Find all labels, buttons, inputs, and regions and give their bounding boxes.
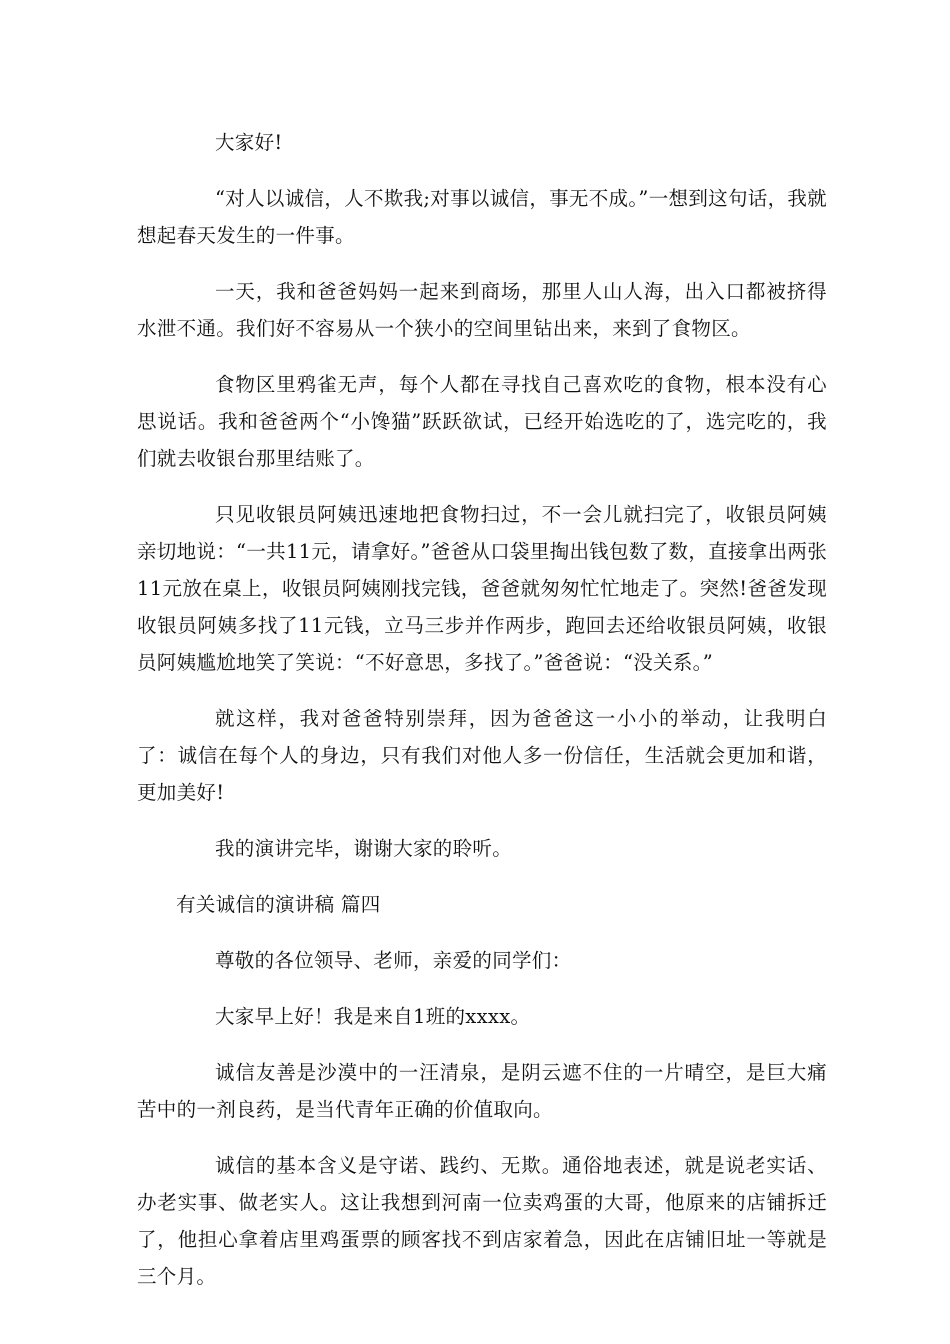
section-heading: 有关诚信的演讲稿 篇四 bbox=[176, 893, 381, 916]
paragraph-quote: “对人以诚信，人不欺我;对事以诚信，事无不成。”一想到这句话，我就想起春天发生的一件事。 bbox=[137, 187, 827, 247]
paragraph-reflection: 就这样，我对爸爸特别崇拜，因为爸爸这一小小的举动，让我明白了：诚信在每个人的身边，只有我们对他人多一份信任，生活就会更加和谐，更加美好! bbox=[137, 707, 827, 804]
paragraph-cashier: 只见收银员阿姨迅速地把食物扫过，不一会儿就扫完了，收银员阿姨亲切地说：“一共11元，请拿好。”爸爸从口袋里掏出钱包数了数，直接拿出两张11元放在桌上，收银员阿姨刚找完钱，爸爸就匆匆忙忙地走了。突然!爸爸发现收银员阿姨多找了11元钱，立马三步并作两步，跑回去还给收银员阿姨，收银员阿姨尴尬地笑了笑说：“不好意思，多找了。”爸爸说：“没关系。” bbox=[137, 503, 827, 674]
paragraph-greeting: 大家好! bbox=[215, 131, 283, 154]
paragraph-mall: 一天，我和爸爸妈妈一起来到商场，那里人山人海，出入口都被挤得水泄不通。我们好不容易从一个狭小的空间里钻出来，来到了食物区。 bbox=[137, 280, 827, 340]
paragraph-metaphor: 诚信友善是沙漠中的一汪清泉，是阴云遮不住的一片晴空，是巨大痛苦中的一剂良药，是当代青年正确的价值取向。 bbox=[137, 1061, 827, 1121]
paragraph-closing: 我的演讲完毕，谢谢大家的聆听。 bbox=[215, 837, 513, 860]
paragraph-salutation: 尊敬的各位领导、老师，亲爱的同学们： bbox=[215, 949, 572, 972]
paragraph-meaning: 诚信的基本含义是守诺、践约、无欺。通俗地表述，就是说老实话、办老实事、做老实人。这让我想到河南一位卖鸡蛋的大哥，他原来的店铺拆迁了，他担心拿着店里鸡蛋票的顾客找不到店家着急，因此在店铺旧址一等就是三个月。 bbox=[137, 1154, 827, 1288]
paragraph-intro: 大家早上好！我是来自1班的xxxx。 bbox=[215, 1005, 531, 1028]
paragraph-food-area: 食物区里鸦雀无声，每个人都在寻找自己喜欢吃的食物，根本没有心思说话。我和爸爸两个“小馋猫”跃跃欲试，已经开始选吃的了，选完吃的，我们就去收银台那里结账了。 bbox=[137, 373, 827, 470]
document-body bbox=[137, 124, 827, 1314]
